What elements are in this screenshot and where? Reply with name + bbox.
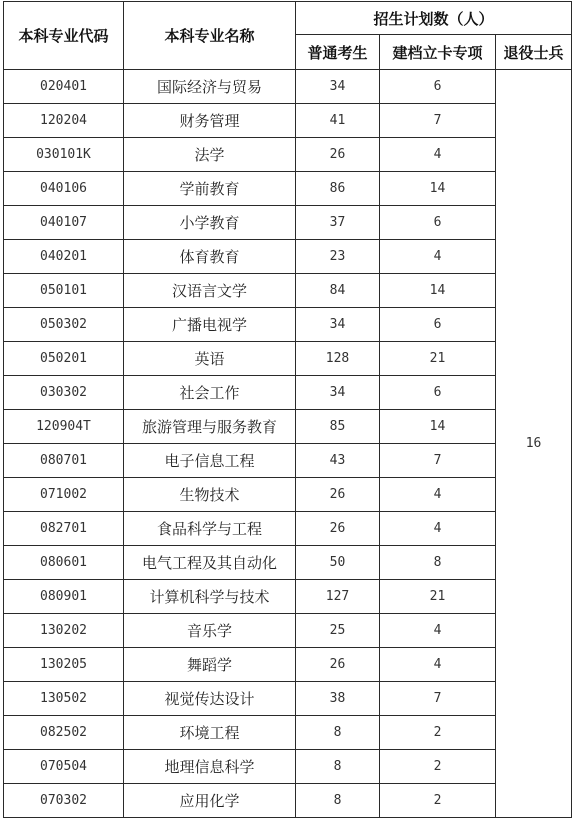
header-regular: 普通考生	[296, 35, 380, 70]
poverty-count-cell: 6	[380, 70, 496, 104]
major-code-cell: 080701	[4, 444, 124, 478]
table-row	[4, 138, 572, 172]
major-code-cell: 050201	[4, 342, 124, 376]
table-row	[4, 376, 572, 410]
header-major-code: 本科专业代码	[4, 2, 124, 70]
major-name-cell: 财务管理	[124, 104, 296, 138]
regular-count-cell: 37	[296, 206, 380, 240]
major-code-cell: 050101	[4, 274, 124, 308]
major-name-cell: 电气工程及其自动化	[124, 546, 296, 580]
major-code-cell: 020401	[4, 70, 124, 104]
table-row	[4, 70, 572, 104]
major-code-cell: 040106	[4, 172, 124, 206]
poverty-count-cell: 4	[380, 614, 496, 648]
regular-count-cell: 127	[296, 580, 380, 614]
major-code-cell: 130205	[4, 648, 124, 682]
table-row	[4, 308, 572, 342]
major-name-cell: 计算机科学与技术	[124, 580, 296, 614]
major-code-cell: 130502	[4, 682, 124, 716]
enrollment-plan-table	[3, 1, 572, 818]
header-row-1	[4, 2, 572, 35]
regular-count-cell: 38	[296, 682, 380, 716]
major-name-cell: 舞蹈学	[124, 648, 296, 682]
major-name-cell: 国际经济与贸易	[124, 70, 296, 104]
regular-count-cell: 84	[296, 274, 380, 308]
regular-count-cell: 34	[296, 376, 380, 410]
table-row	[4, 614, 572, 648]
table-row	[4, 682, 572, 716]
regular-count-cell: 34	[296, 308, 380, 342]
poverty-count-cell: 6	[380, 206, 496, 240]
regular-count-cell: 86	[296, 172, 380, 206]
regular-count-cell: 50	[296, 546, 380, 580]
regular-count-cell: 26	[296, 648, 380, 682]
regular-count-cell: 41	[296, 104, 380, 138]
major-name-cell: 社会工作	[124, 376, 296, 410]
table-row	[4, 716, 572, 750]
major-code-cell: 070504	[4, 750, 124, 784]
poverty-count-cell: 21	[380, 342, 496, 376]
poverty-count-cell: 7	[380, 682, 496, 716]
table-header	[4, 2, 572, 70]
regular-count-cell: 26	[296, 512, 380, 546]
regular-count-cell: 23	[296, 240, 380, 274]
table-row	[4, 274, 572, 308]
major-name-cell: 广播电视学	[124, 308, 296, 342]
table-row	[4, 580, 572, 614]
table-row	[4, 410, 572, 444]
veteran-total-cell: 16	[496, 70, 572, 818]
regular-count-cell: 8	[296, 784, 380, 818]
major-name-cell: 音乐学	[124, 614, 296, 648]
major-code-cell: 082701	[4, 512, 124, 546]
major-name-cell: 学前教育	[124, 172, 296, 206]
major-code-cell: 030101K	[4, 138, 124, 172]
poverty-count-cell: 14	[380, 410, 496, 444]
regular-count-cell: 128	[296, 342, 380, 376]
header-veteran: 退役士兵	[496, 35, 572, 70]
table-row	[4, 104, 572, 138]
major-code-cell: 080901	[4, 580, 124, 614]
poverty-count-cell: 4	[380, 478, 496, 512]
major-code-cell: 040201	[4, 240, 124, 274]
table-row	[4, 172, 572, 206]
major-code-cell: 082502	[4, 716, 124, 750]
major-name-cell: 英语	[124, 342, 296, 376]
regular-count-cell: 43	[296, 444, 380, 478]
poverty-count-cell: 4	[380, 240, 496, 274]
poverty-count-cell: 2	[380, 784, 496, 818]
table-row	[4, 342, 572, 376]
poverty-count-cell: 14	[380, 172, 496, 206]
header-poverty: 建档立卡专项	[380, 35, 496, 70]
table-row	[4, 478, 572, 512]
header-plan-group: 招生计划数（人）	[296, 2, 572, 35]
poverty-count-cell: 21	[380, 580, 496, 614]
major-code-cell: 120204	[4, 104, 124, 138]
regular-count-cell: 34	[296, 70, 380, 104]
major-name-cell: 应用化学	[124, 784, 296, 818]
major-code-cell: 050302	[4, 308, 124, 342]
table-row	[4, 444, 572, 478]
header-major-name: 本科专业名称	[124, 2, 296, 70]
major-code-cell: 071002	[4, 478, 124, 512]
poverty-count-cell: 2	[380, 716, 496, 750]
major-code-cell: 040107	[4, 206, 124, 240]
regular-count-cell: 8	[296, 750, 380, 784]
major-name-cell: 旅游管理与服务教育	[124, 410, 296, 444]
major-name-cell: 环境工程	[124, 716, 296, 750]
table-row	[4, 206, 572, 240]
major-name-cell: 视觉传达设计	[124, 682, 296, 716]
poverty-count-cell: 7	[380, 444, 496, 478]
regular-count-cell: 26	[296, 138, 380, 172]
table-row	[4, 546, 572, 580]
major-code-cell: 130202	[4, 614, 124, 648]
major-code-cell: 070302	[4, 784, 124, 818]
major-name-cell: 体育教育	[124, 240, 296, 274]
poverty-count-cell: 2	[380, 750, 496, 784]
poverty-count-cell: 4	[380, 138, 496, 172]
poverty-count-cell: 7	[380, 104, 496, 138]
major-name-cell: 法学	[124, 138, 296, 172]
poverty-count-cell: 14	[380, 274, 496, 308]
table-body	[4, 70, 572, 818]
regular-count-cell: 26	[296, 478, 380, 512]
table-row	[4, 240, 572, 274]
major-name-cell: 生物技术	[124, 478, 296, 512]
poverty-count-cell: 8	[380, 546, 496, 580]
major-name-cell: 汉语言文学	[124, 274, 296, 308]
major-name-cell: 电子信息工程	[124, 444, 296, 478]
poverty-count-cell: 6	[380, 308, 496, 342]
major-code-cell: 120904T	[4, 410, 124, 444]
table-row	[4, 784, 572, 818]
poverty-count-cell: 4	[380, 648, 496, 682]
regular-count-cell: 85	[296, 410, 380, 444]
poverty-count-cell: 6	[380, 376, 496, 410]
table-row	[4, 648, 572, 682]
major-name-cell: 小学教育	[124, 206, 296, 240]
poverty-count-cell: 4	[380, 512, 496, 546]
major-name-cell: 地理信息科学	[124, 750, 296, 784]
table-row	[4, 512, 572, 546]
major-name-cell: 食品科学与工程	[124, 512, 296, 546]
regular-count-cell: 25	[296, 614, 380, 648]
table-row	[4, 750, 572, 784]
major-code-cell: 030302	[4, 376, 124, 410]
major-code-cell: 080601	[4, 546, 124, 580]
regular-count-cell: 8	[296, 716, 380, 750]
